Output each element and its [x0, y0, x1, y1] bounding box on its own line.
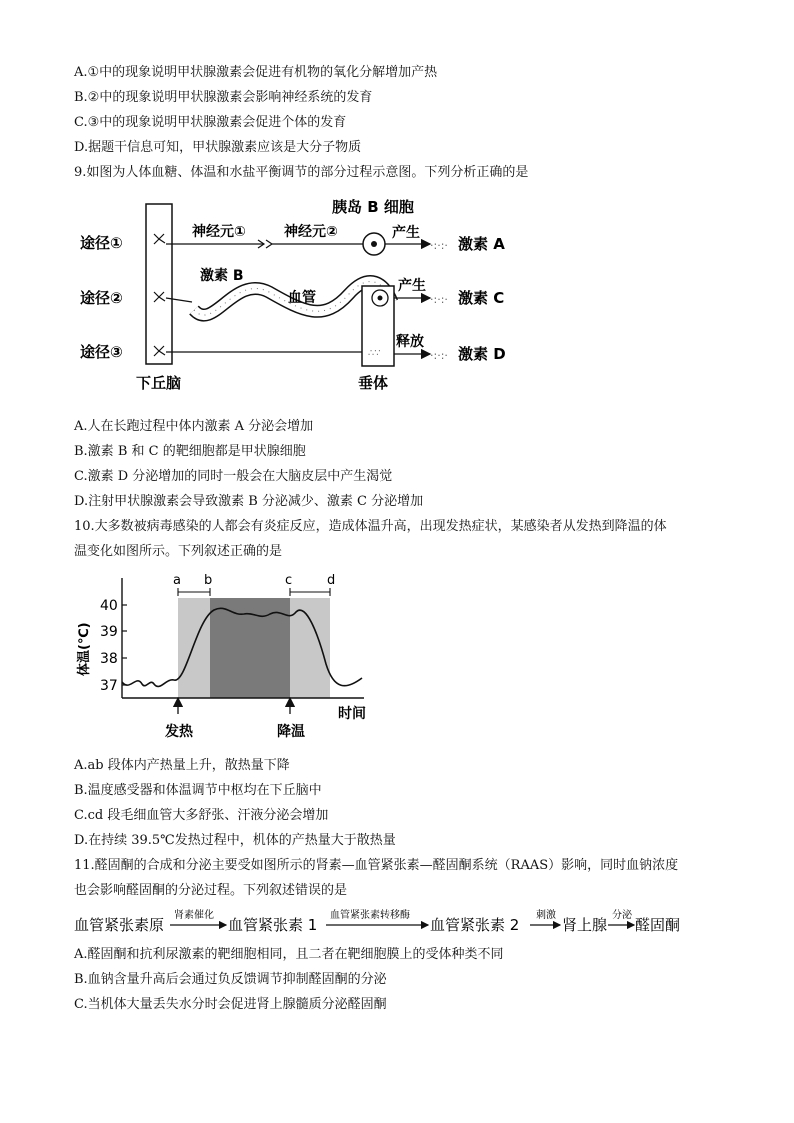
- x-axis-label: 时间: [338, 706, 366, 722]
- q8-option-a: A.①中的现象说明甲状腺激素会促进有机物的氧化分解增加产热: [74, 65, 438, 80]
- q11-stem-line1: 11.醛固酮的合成和分泌主要受如图所示的肾素—血管紧张素—醛固酮系统（RAAS）影响，同时血钠浓度: [74, 858, 679, 873]
- q8-option-b: B.②中的现象说明甲状腺激素会影响神经系统的发育: [74, 90, 373, 105]
- q11-option-c: C.当机体大量丢失水分时会促进肾上腺髓质分泌醛固酮: [74, 997, 387, 1012]
- q9-option-d: D.注射甲状腺激素会导致激素 B 分泌减少、激素 C 分泌增加: [74, 494, 424, 509]
- region-ab: [178, 598, 210, 698]
- fever-label: 发热: [165, 724, 193, 740]
- pituitary-label: 垂体: [358, 374, 389, 392]
- path3-label: 途径③: [80, 343, 123, 361]
- q11-stem-line2: 也会影响醛固酮的分泌过程。下列叙述错误的是: [74, 883, 348, 898]
- q9-stem: 9.如图为人体血糖、体温和水盐平衡调节的部分过程示意图。下列分析正确的是: [74, 165, 529, 180]
- ytick-39: 39: [100, 624, 118, 640]
- q10-option-d: D.在持续 39.5℃发热过程中，机体的产热量大于散热量: [74, 833, 396, 848]
- flow-node-2: 血管紧张素 1: [228, 916, 318, 934]
- hypothalamus-label: 下丘脑: [136, 374, 182, 392]
- cooling-label: 降温: [277, 724, 305, 740]
- path1-label: 途径①: [80, 234, 123, 252]
- hormone-b-label: 激素 B: [200, 268, 244, 284]
- path2-label: 途径②: [80, 289, 123, 307]
- svg-text:·:·:·: ·:·:·: [430, 239, 448, 252]
- q11-option-a: A.醛固酮和抗利尿激素的靶细胞相同，且二者在靶细胞膜上的受体种类不同: [74, 947, 504, 962]
- q8-option-d: D.据题干信息可知，甲状腺激素应该是大分子物质: [74, 140, 362, 155]
- ytick-40: 40: [100, 598, 118, 614]
- q10-option-a: A.ab 段体内产热量上升，散热量下降: [74, 758, 290, 773]
- q10-stem-line1: 10.大多数被病毒感染的人都会有炎症反应，造成体温升高，出现发热症状，某感染者从发热到降温的体: [74, 519, 667, 534]
- q10-option-b: B.温度感受器和体温调节中枢均在下丘脑中: [74, 783, 322, 798]
- q10-option-c: C.cd 段毛细血管大多舒张、汗液分泌会增加: [74, 808, 329, 823]
- flow-arrow-3-label: 刺激: [536, 910, 556, 921]
- hypothalamus-box: [146, 204, 172, 364]
- svg-text:·:·:·: ·:·:·: [430, 349, 448, 362]
- vessel-label: 血管: [288, 290, 316, 306]
- flow-node-4: 肾上腺: [562, 916, 608, 934]
- flow-node-3: 血管紧张素 2: [430, 916, 520, 934]
- release-label: 释放: [396, 334, 424, 350]
- seg-b: b: [204, 573, 213, 588]
- q9-option-c: C.激素 D 分泌增加的同时一般会在大脑皮层中产生渴觉: [74, 469, 393, 484]
- produce2-label: 产生: [398, 278, 426, 294]
- flow-arrow-4-label: 分泌: [612, 910, 632, 921]
- neuron1-label: 神经元①: [192, 224, 246, 240]
- flow-node-5: 醛固酮: [635, 916, 681, 934]
- q9-diagram: [74, 192, 544, 404]
- flow-arrow-2-label: 血管紧张素转移酶: [330, 910, 410, 921]
- q11-flow-diagram: [74, 908, 684, 938]
- seg-c: c: [285, 573, 293, 588]
- hormone-a-label: 激素 A: [458, 235, 505, 253]
- produce1-label: 产生: [392, 225, 420, 241]
- q8-option-c: C.③中的现象说明甲状腺激素会促进个体的发育: [74, 115, 347, 130]
- q10-chart: [74, 568, 374, 748]
- ytick-37: 37: [100, 678, 118, 694]
- q9-option-a: A.人在长跑过程中体内激素 A 分泌会增加: [74, 419, 314, 434]
- islet-b-label: 胰岛 B 细胞: [332, 198, 414, 216]
- q11-option-b: B.血钠含量升高后会通过负反馈调节抑制醛固酮的分泌: [74, 972, 387, 987]
- y-axis-label: 体温(℃): [77, 622, 92, 676]
- hormone-c-label: 激素 C: [458, 289, 505, 307]
- seg-d: d: [327, 573, 336, 588]
- q9-option-b: B.激素 B 和 C 的靶细胞都是甲状腺细胞: [74, 444, 306, 459]
- flow-node-1: 血管紧张素原: [74, 916, 165, 934]
- q10-stem-line2: 温变化如图所示。下列叙述正确的是: [74, 544, 283, 559]
- svg-text:·:·:·: ·:·:·: [430, 293, 448, 306]
- flow-arrow-1-label: 肾素催化: [174, 910, 214, 921]
- ytick-38: 38: [100, 651, 118, 667]
- neuron2-label: 神经元②: [284, 224, 338, 240]
- svg-text:∴∵: ∴∵: [368, 348, 381, 359]
- seg-a: a: [173, 573, 181, 588]
- hormone-d-label: 激素 D: [458, 345, 506, 363]
